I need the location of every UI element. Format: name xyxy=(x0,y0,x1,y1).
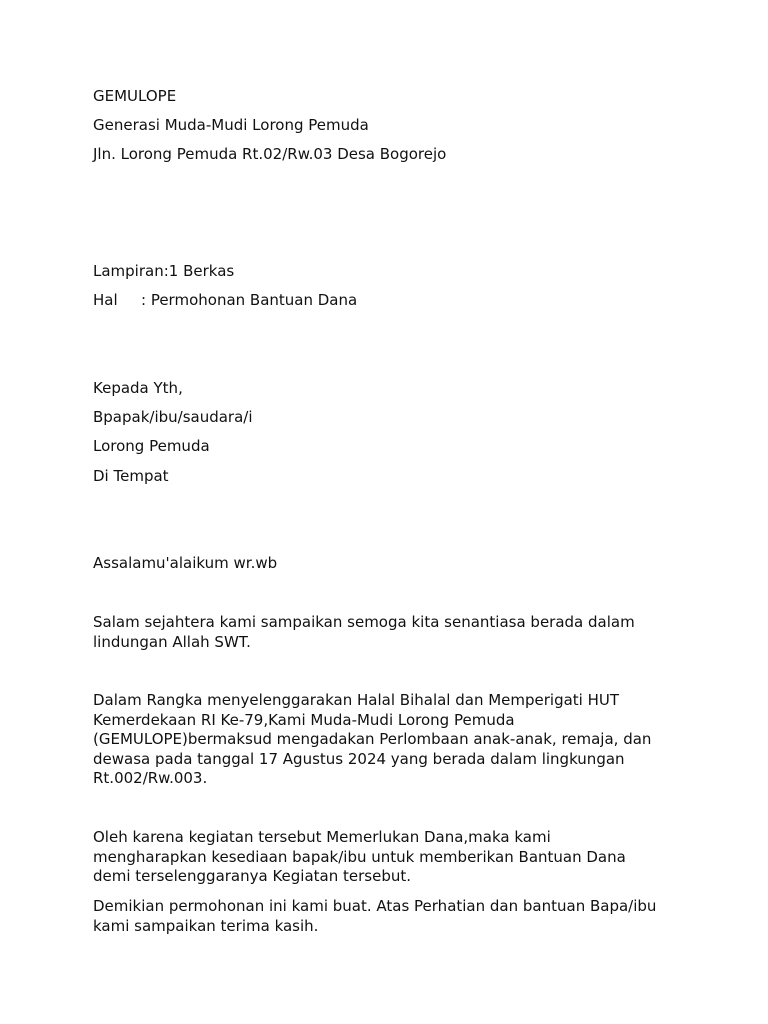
salutation: Assalamu'alaikum wr.wb xyxy=(93,554,278,572)
org-short-name: GEMULOPE xyxy=(93,87,177,105)
paragraph-line: Rt.002/Rw.003. xyxy=(93,769,208,787)
subject-value: : Permohonan Bantuan Dana xyxy=(141,291,358,309)
paragraph-greeting xyxy=(93,613,693,652)
recipient-to: Bpapak/ibu/saudara/i xyxy=(93,408,253,426)
paragraph-line: Kemerdekaan RI Ke-79,Kami Muda-Mudi Lorong Pemuda xyxy=(93,710,515,729)
paragraph-line: lindungan Allah SWT. xyxy=(93,632,251,651)
paragraph-line: dewasa pada tanggal 17 Agustus 2024 yang berada dalam lingkungan xyxy=(93,749,625,768)
paragraph-request xyxy=(93,828,693,887)
paragraph-line: demi terselenggaranya Kegiatan tersebut. xyxy=(93,867,412,885)
org-full-name: Generasi Muda-Mudi Lorong Pemuda xyxy=(93,116,369,134)
paragraph-closing xyxy=(93,897,693,936)
paragraph-line: kami sampaikan terima kasih. xyxy=(93,916,319,935)
paragraph-line: mengharapkan kesediaan bapak/ibu untuk memberikan Bantuan Dana xyxy=(93,847,626,866)
paragraph-line: Dalam Rangka menyelenggarakan Halal Bihalal dan Memperigati HUT xyxy=(93,691,620,709)
recipient-greeting: Kepada Yth, xyxy=(93,379,183,397)
paragraph-line: Salam sejahtera kami sampaikan semoga kita senantiasa berada dalam xyxy=(93,613,635,631)
recipient-location: Di Tempat xyxy=(93,467,169,485)
org-address: Jln. Lorong Pemuda Rt.02/Rw.03 Desa Bogorejo xyxy=(93,145,447,163)
paragraph-purpose xyxy=(93,691,693,789)
paragraph-line: (GEMULOPE)bermaksud mengadakan Perlombaan anak-anak, remaja, dan xyxy=(93,730,652,748)
subject-line xyxy=(93,290,357,310)
recipient-place: Lorong Pemuda xyxy=(93,437,210,455)
subject-label: Hal xyxy=(93,291,118,309)
attachment-line: Lampiran:1 Berkas xyxy=(93,262,235,280)
paragraph-line: Oleh karena kegiatan tersebut Memerlukan Dana,maka kami xyxy=(93,828,551,846)
paragraph-line: Demikian permohonan ini kami buat. Atas Perhatian dan bantuan Bapa/ibu xyxy=(93,897,657,915)
